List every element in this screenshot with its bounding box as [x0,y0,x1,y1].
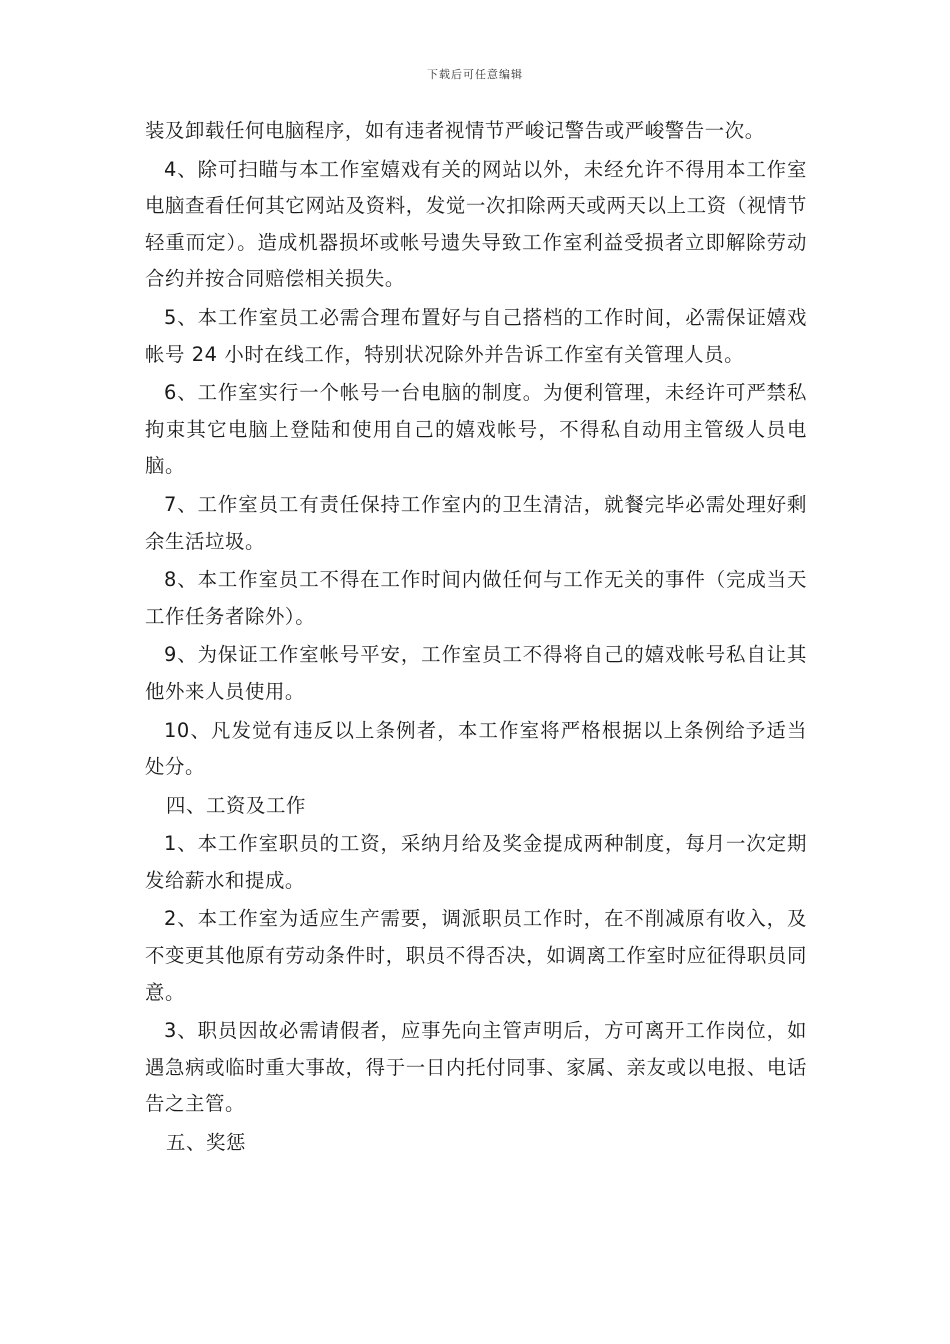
paragraph-wages-1: 1、本工作室职员的工资，采纳月给及奖金提成两种制度，每月一次定期发给薪水和提成。 [145,832,807,892]
paragraph-rule-9: 9、为保证工作室帐号平安，工作室员工不得将自己的嬉戏帐号私自让其他外来人员使用。 [145,643,807,703]
paragraph-rule-10: 10、凡发觉有违反以上条例者，本工作室将严格根据以上条例给予适当处分。 [145,718,807,779]
page-header: 下载后可任意编辑 [427,68,523,81]
document-body [145,113,807,1164]
paragraph-wages-2: 2、本工作室为适应生产需要，调派职员工作时，在不削减原有收入，及不变更其他原有劳动条件时，职员不得否决，如调离工作室时应征得职员同意。 [145,907,807,1004]
paragraph-rule-5: 5、本工作室员工必需合理布置好与自己搭档的工作时间，必需保证嬉戏帐号 24 小时在线工作，特别状况除外并告诉工作室有关管理人员。 [145,305,807,366]
paragraph-rule-4: 4、除可扫瞄与本工作室嬉戏有关的网站以外，未经允许不得用本工作室电脑查看任何其它网站及资料，发觉一次扣除两天或两天以上工资（视情节轻重而定）。造成机器损坏或帐号遗失导致工作室利益受损者立即解除劳动合约并按合同赔偿相关损失。 [145,157,807,291]
section-heading-rewards: 五、奖惩 [166,1131,246,1155]
paragraph-rule-7: 7、工作室员工有责任保持工作室内的卫生清洁，就餐完毕必需处理好剩余生活垃圾。 [145,492,807,553]
paragraph-continuation: 装及卸载任何电脑程序，如有违者视情节严峻记警告或严峻警告一次。 [145,119,765,142]
paragraph-wages-3: 3、职员因故必需请假者，应事先向主管声明后，方可离开工作岗位，如遇急病或临时重大事故，得于一日内托付同事、家属、亲友或以电报、电话告之主管。 [145,1019,807,1116]
section-heading-wages: 四、工资及工作 [166,793,306,817]
paragraph-rule-6: 6、工作室实行一个帐号一台电脑的制度。为便利管理，未经许可严禁私拘束其它电脑上登陆和使用自己的嬉戏帐号，不得私自动用主管级人员电脑。 [145,381,807,478]
paragraph-rule-8: 8、本工作室员工不得在工作时间内做任何与工作无关的事件（完成当天工作任务者除外）。 [145,568,807,628]
